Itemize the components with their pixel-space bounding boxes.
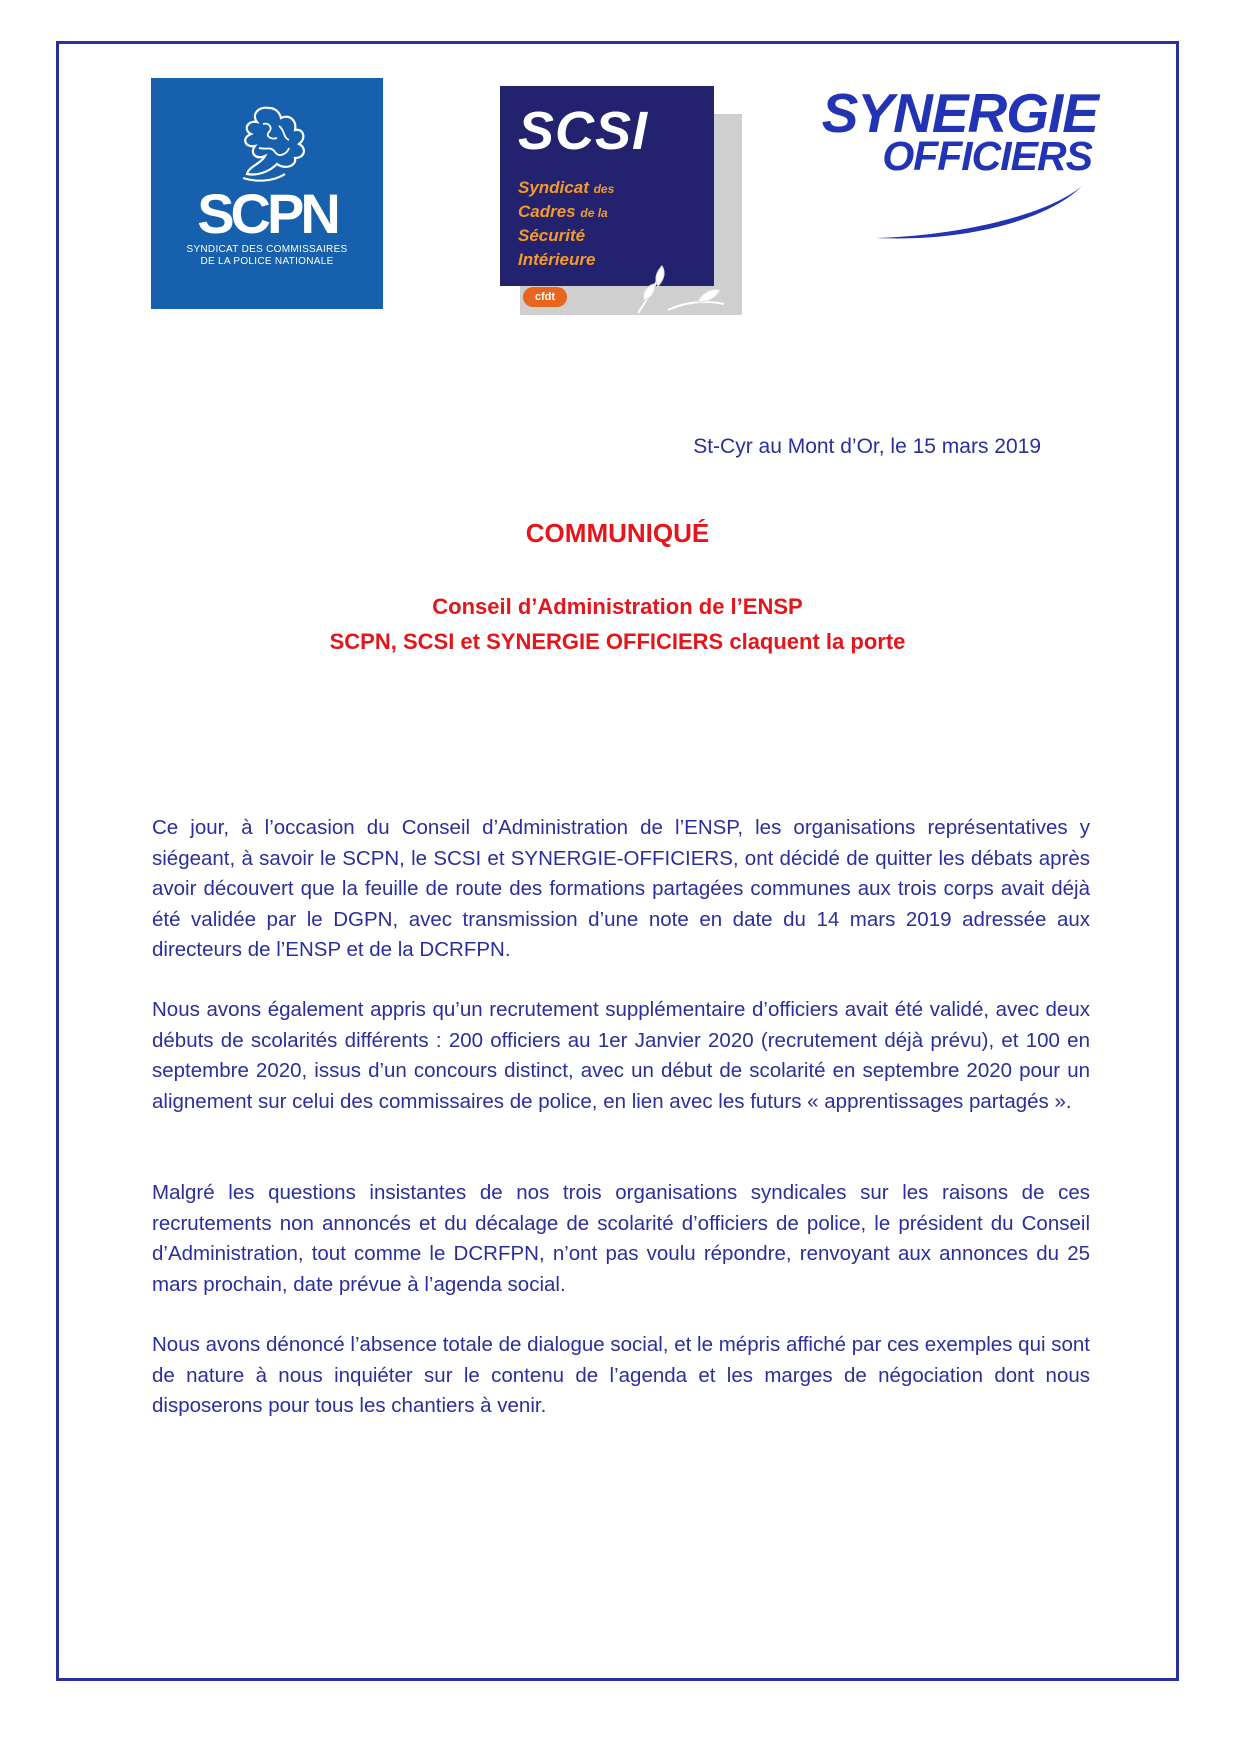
paragraph-3: Malgré les questions insistantes de nos trois organisations syndicales sur les raisons de ces recrutements non annoncés et du décalage de scolarité d’officiers de police, le président du Conseil d’Administration, tout comme le DCRFPN, n’ont pas voulu répondre, renvoyant aux annonces du 25 mars prochain, date prévue à l’agenda social. <box>152 1181 1090 1296</box>
synergie-logo-line-1: SYNERGIE <box>821 82 1098 144</box>
document-subtitle-line-2: SCPN, SCSI et SYNERGIE OFFICIERS claquent la porte <box>329 629 906 654</box>
scpn-subtitle-line-1: SYNDICAT DES COMMISSAIRES <box>186 244 348 255</box>
paragraph-2: Nous avons également appris qu’un recrutement supplémentaire d’officiers avait été validé, avec deux débuts de scolarités différents : 200 officiers au 1er Janvier 2020 (recrutement déjà prévu), et 100 en septembre 2020, issus d’un concours distinct, avec un début de scolarité en septembre 2020 pour un alignement sur celui des commissaires de police, en lien avec les futurs « apprentissages partagés ». <box>152 998 1090 1113</box>
scpn-subtitle-line-2: DE LA POLICE NATIONALE <box>200 256 334 267</box>
scsi-line-1: Syndicat des <box>518 178 615 197</box>
scpn-logo-subtitle <box>151 244 383 268</box>
cfdt-badge: cfdt <box>523 287 567 307</box>
scsi-line-2: Cadres de la <box>518 202 608 221</box>
synergie-logo-line-2: OFFICIERS <box>882 133 1092 179</box>
paragraph-1: Ce jour, à l’occasion du Conseil d’Administration de l’ENSP, les organisations représentatives y siégeant, à savoir le SCPN, le SCSI et SYNERGIE-OFFICIERS, ont décidé de quitter les débats après avoir découvert que la feuille de route des formations partagées communes aux trois corps avait déjà été validée par le DGPN, avec transmission d’une note en date du 14 mars 2019 adressée aux directeurs de l’ENSP et de la DCRFPN. <box>152 816 1090 961</box>
scpn-logo-text: SCPN <box>197 182 337 245</box>
laurel-leaves-icon <box>628 258 738 318</box>
document-title: COMMUNIQUÉ <box>525 518 710 548</box>
scsi-logo-text: SCSI <box>518 101 649 161</box>
document-subtitle-line-1: Conseil d’Administration de l’ENSP <box>432 594 803 619</box>
swoosh-icon <box>786 82 1106 246</box>
scsi-line-3: Sécurité <box>518 226 586 245</box>
scsi-line-4: Intérieure <box>518 250 596 269</box>
synergie-officiers-logo <box>786 82 1106 246</box>
scpn-logo <box>151 78 383 309</box>
dateline: St-Cyr au Mont d’Or, le 15 mars 2019 <box>693 435 1041 458</box>
paragraph-4: Nous avons dénoncé l’absence totale de dialogue social, et le mépris affiché par ces exemples qui sont de nature à nous inquiéter sur le contenu de l’agenda et les marges de négociation dont nous disposerons pour tous les chantiers à venir. <box>152 1333 1090 1417</box>
scsi-logo <box>500 86 714 286</box>
